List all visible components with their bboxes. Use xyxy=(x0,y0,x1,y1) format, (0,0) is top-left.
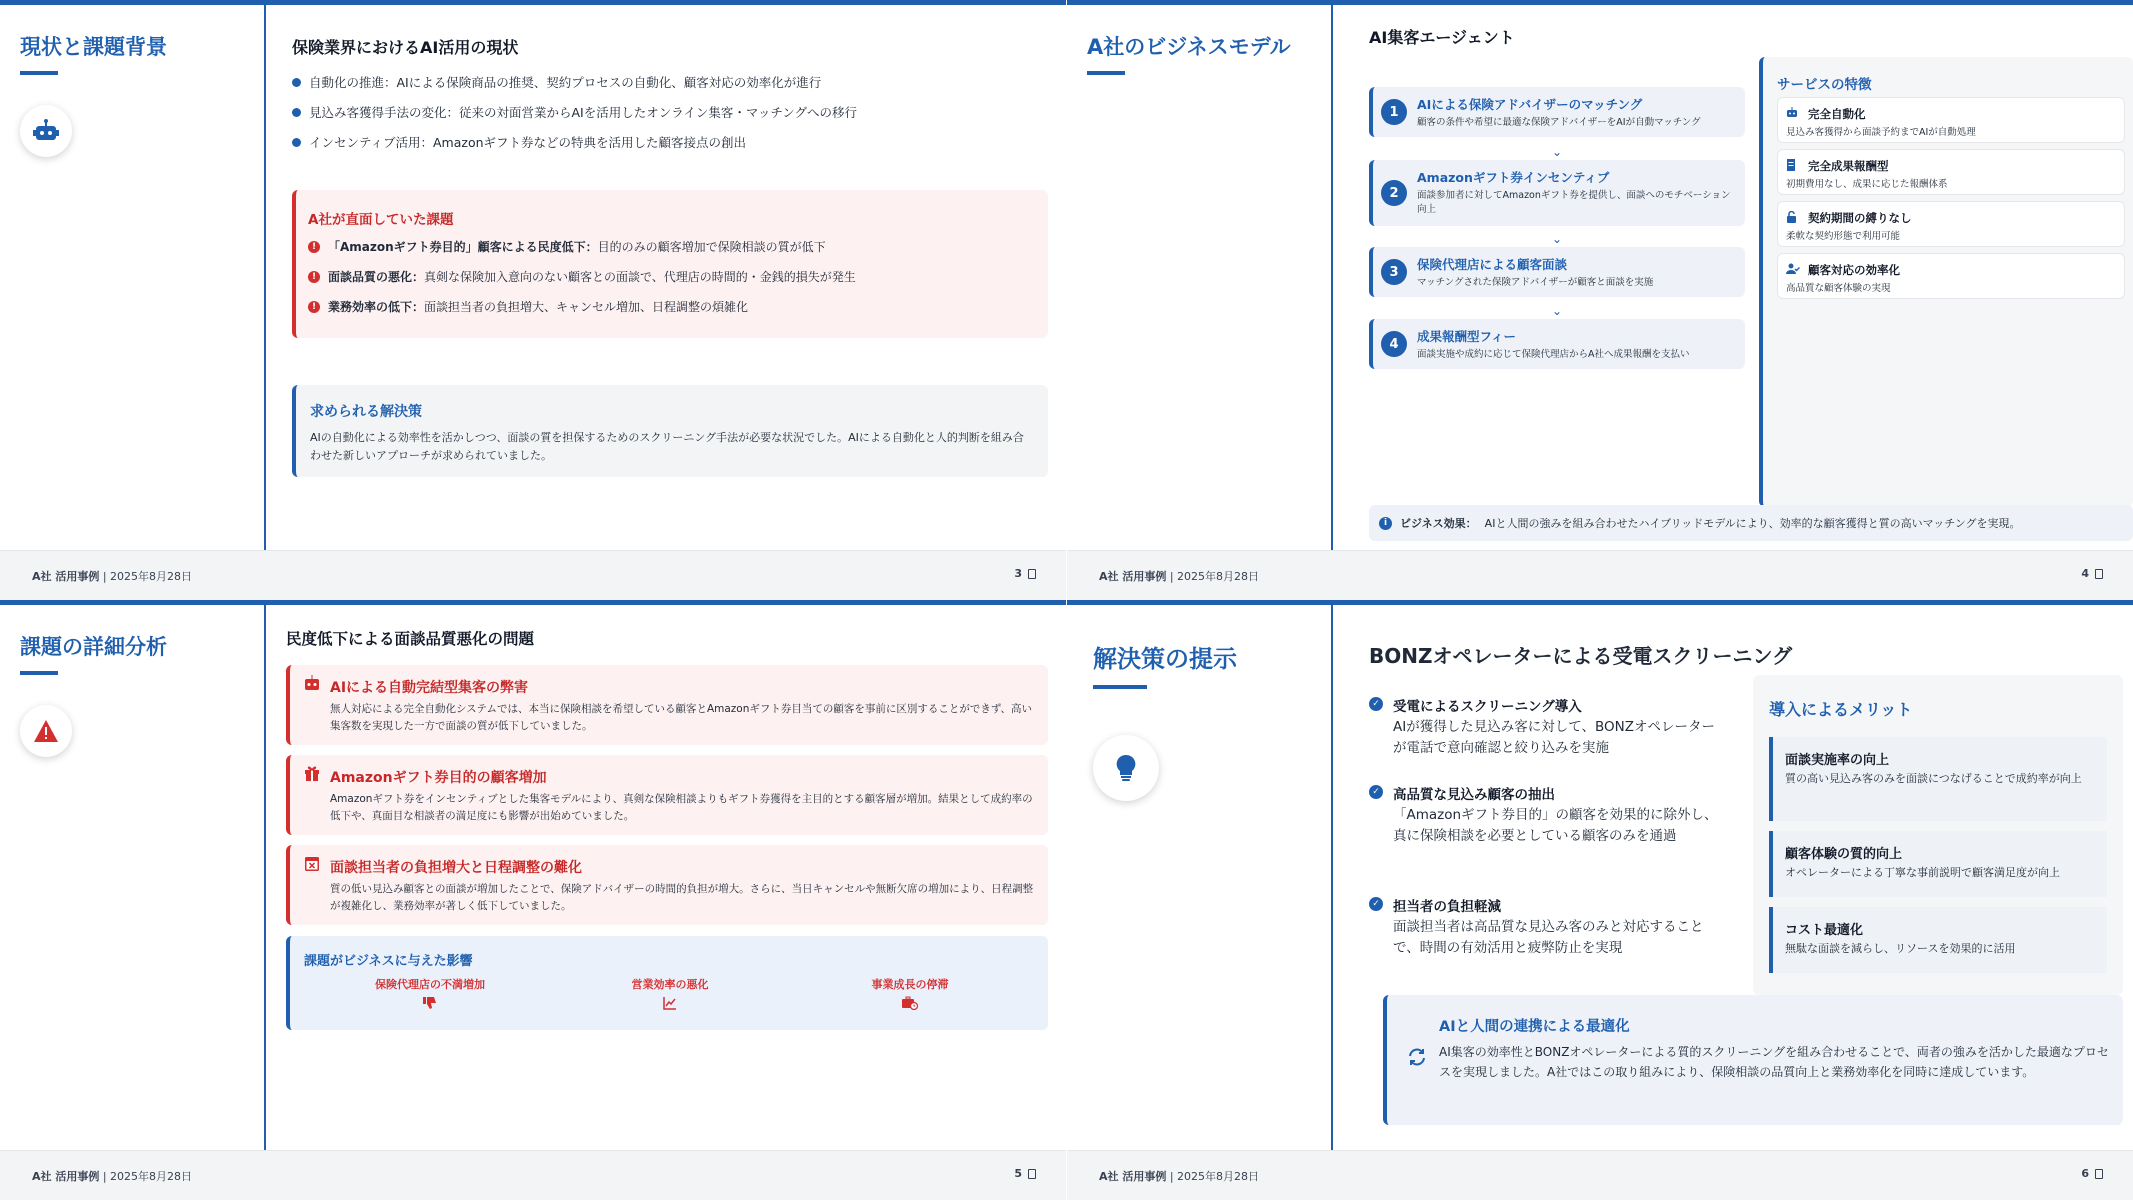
step-number: 3 xyxy=(1381,259,1407,285)
main-content xyxy=(286,5,1046,555)
bullet-dot xyxy=(292,78,301,87)
impact-item: 事業成長の停滞 xyxy=(810,976,1010,1014)
challenge-item: ! 「Amazonギフト券目的」顧客による民度低下：目的のみの顧客増加で保険相談の質が低下 xyxy=(308,238,826,255)
footer xyxy=(0,550,1066,600)
calendar-x-icon xyxy=(302,855,322,875)
feature-card xyxy=(1777,201,2125,247)
sidebar-title: 現状と課題背景 xyxy=(20,35,167,59)
feature-desc: 柔軟な契約形態で利用可能 xyxy=(1786,231,1901,242)
sidebar-title: A社のビジネスモデル xyxy=(1087,35,1291,59)
bullet-dot xyxy=(292,138,301,147)
exclamation-icon: ! xyxy=(308,241,320,253)
step-title: 保険代理店による顧客面談 xyxy=(1417,257,1568,272)
feature-title: 顧客対応の効率化 xyxy=(1808,263,1900,277)
merits-panel xyxy=(1753,675,2123,995)
footer xyxy=(0,1150,1066,1200)
solution-item xyxy=(1369,895,1729,985)
merit-title: コスト最適化 xyxy=(1785,923,1864,938)
footer-text: A社 活用事例 | 2025年8月28日 xyxy=(1099,1170,1260,1183)
document-icon xyxy=(2095,1169,2103,1179)
issue-desc: 質の低い見込み顧客との面談が増加したことで、保険アドバイザーの時間的負担が増大。さらに、当日キャンセルや無断欠席の増加により、日程調整が複雑化し、業務効率が著しく低下していました。 xyxy=(330,883,1034,912)
feature-desc: 高品質な顧客体験の実現 xyxy=(1786,283,1891,294)
page-heading: BONZオペレーターによる受電スクリーニング xyxy=(1369,644,1793,668)
merit-desc: 無駄な面談を減らし、リソースを効果的に活用 xyxy=(1785,942,2016,955)
step-card xyxy=(1369,87,1745,137)
title-underline xyxy=(20,71,58,75)
solution-item-desc: 面談担当者は高品質な見込み客のみと対応することで、時間の有効活用と疲弊防止を実現 xyxy=(1393,919,1704,956)
feature-card xyxy=(1777,253,2125,299)
robot-icon xyxy=(302,675,322,695)
slide-6 xyxy=(1067,600,2133,1200)
solution-item-title: 担当者の負担軽減 xyxy=(1393,899,1501,915)
robot-icon xyxy=(1786,107,1800,119)
slide-5 xyxy=(0,600,1066,1200)
merit-desc: オペレーターによる丁寧な事前説明で顧客満足度が向上 xyxy=(1785,866,2060,879)
footer xyxy=(1067,550,2133,600)
impact-item: 営業効率の悪化 xyxy=(570,976,770,1014)
step-number: 2 xyxy=(1381,180,1407,206)
issue-card xyxy=(286,845,1048,925)
check-circle-icon: ✓ xyxy=(1369,785,1383,799)
page-number: 5 xyxy=(1014,1167,1036,1180)
issue-title: Amazonギフト券目的の顧客増加 xyxy=(330,770,547,786)
solution-text: AIの自動化による効率性を活かしつつ、面談の質を担保するためのスクリーニング手法が必要な状況でした。AIによる自動化と人的判断を組み合わせた新しいアプローチが求められていました。 xyxy=(310,431,1024,462)
step-card xyxy=(1369,247,1745,297)
bullet-dot xyxy=(292,108,301,117)
robot-icon xyxy=(20,105,72,157)
page-heading: AI集客エージェント xyxy=(1369,28,1515,47)
merit-card xyxy=(1769,737,2107,821)
business-time-icon xyxy=(810,996,1010,1014)
document-icon xyxy=(1028,569,1036,579)
collaboration-title: AIと人間の連携による最適化 xyxy=(1439,1019,1630,1035)
exclamation-icon: ! xyxy=(308,271,320,283)
effect-text: AIと人間の強みを組み合わせたハイブリッドモデルにより、効率的な顧客獲得と質の高いマッチングを実現。 xyxy=(1484,517,2021,530)
bullet-item: インセンティブ活用：Amazonギフト券などの特典を活用した顧客接点の創出 xyxy=(292,133,746,151)
check-circle-icon: ✓ xyxy=(1369,897,1383,911)
footer-text: A社 活用事例 | 2025年8月28日 xyxy=(1099,570,1260,583)
feature-card xyxy=(1777,97,2125,143)
merit-title: 顧客体験の質的向上 xyxy=(1785,847,1903,862)
unlock-icon xyxy=(1786,211,1800,223)
document-icon xyxy=(2095,569,2103,579)
footer-text: A社 活用事例 | 2025年8月28日 xyxy=(32,570,193,583)
bullet-item: 見込み客獲得手法の変化：従来の対面営業からAIを活用したオンライン集客・マッチングへの移行 xyxy=(292,103,857,121)
info-icon: i xyxy=(1379,517,1392,530)
check-circle-icon: ✓ xyxy=(1369,697,1383,711)
step-card xyxy=(1369,160,1745,226)
sidebar xyxy=(1067,605,1333,1155)
solution-item-title: 受電によるスクリーニング導入 xyxy=(1393,699,1582,715)
title-underline xyxy=(20,671,58,675)
page-number: 6 xyxy=(2081,1167,2103,1180)
bullet-item: 自動化の推進：AIによる保険商品の推奨、契約プロセスの自動化、顧客対応の効率化が進行 xyxy=(292,73,821,91)
step-title: Amazonギフト券インセンティブ xyxy=(1417,170,1610,185)
impact-title: 課題がビジネスに与えた影響 xyxy=(304,954,473,969)
gift-icon xyxy=(302,765,322,785)
feature-title: 完全成果報酬型 xyxy=(1808,159,1889,173)
feature-card xyxy=(1777,149,2125,195)
step-desc: マッチングされた保険アドバイザーが顧客と面談を実施 xyxy=(1417,277,1654,288)
issue-title: 面談担当者の負担増大と日程調整の難化 xyxy=(330,860,582,876)
step-title: AIによる保険アドバイザーのマッチング xyxy=(1417,97,1643,112)
chart-line-icon xyxy=(570,996,770,1014)
challenges-title: A社が直面していた課題 xyxy=(308,212,454,228)
slide-4 xyxy=(1067,0,2133,600)
feature-title: 契約期間の縛りなし xyxy=(1808,211,1912,225)
issue-desc: Amazonギフト券をインセンティブとした集客モデルにより、真剣な保険相談よりもギフト券獲得を主目的とする顧客層が増加。結果として成約率の低下や、真面目な相談者の満足度にも影響が出始めていました。 xyxy=(330,793,1033,822)
warning-icon xyxy=(20,705,72,757)
document-icon xyxy=(1028,1169,1036,1179)
challenge-item: ! 面談品質の悪化：真剣な保険加入意向のない顧客との面談で、代理店の時間的・金銭的損失が発生 xyxy=(308,268,856,285)
sidebar-title: 解決策の提示 xyxy=(1093,645,1237,673)
impact-box xyxy=(286,936,1048,1030)
step-desc: 面談参加者に対してAmazonギフト券を提供し、面談へのモチベーション向上 xyxy=(1417,190,1731,215)
merit-desc: 質の高い見込み客のみを面談につなげることで成約率が向上 xyxy=(1785,772,2082,785)
chevron-down-icon: ⌄ xyxy=(1551,145,1563,159)
exclamation-icon: ! xyxy=(308,301,320,313)
sidebar-title: 課題の詳細分析 xyxy=(20,635,167,659)
solution-item xyxy=(1369,695,1729,785)
collaboration-box xyxy=(1383,995,2123,1125)
merit-title: 面談実施率の向上 xyxy=(1785,753,1890,768)
features-panel xyxy=(1759,57,2133,507)
business-effect-bar xyxy=(1369,505,2133,541)
page-number: 3 xyxy=(1014,567,1036,580)
issue-desc: 無人対応による完全自動化システムでは、本当に保険相談を希望している顧客とAmazonギフト券目当ての顧客を事前に区別することができず、高い集客数を実現した一方で面談の質が低下していました。 xyxy=(330,703,1033,732)
receipt-icon xyxy=(1786,159,1800,171)
lightbulb-icon xyxy=(1093,735,1159,801)
merit-card xyxy=(1769,831,2107,897)
main-content xyxy=(286,605,1046,1155)
issue-card xyxy=(286,665,1048,745)
sidebar xyxy=(1067,5,1333,555)
footer-text: A社 活用事例 | 2025年8月28日 xyxy=(32,1170,193,1183)
page-number: 4 xyxy=(2081,567,2103,580)
effect-label: ビジネス効果： xyxy=(1400,517,1477,530)
main-content xyxy=(1353,5,2113,555)
feature-title: 完全自動化 xyxy=(1808,107,1866,121)
page-heading: 民度低下による面談品質悪化の問題 xyxy=(286,630,535,648)
challenges-box xyxy=(292,190,1048,338)
feature-desc: 初期費用なし、成果に応じた報酬体系 xyxy=(1786,179,1948,190)
title-underline xyxy=(1093,685,1147,689)
solution-item xyxy=(1369,783,1729,893)
sidebar xyxy=(0,5,266,555)
chevron-down-icon: ⌄ xyxy=(1551,232,1563,246)
sidebar xyxy=(0,605,266,1155)
step-desc: 面談実施や成約に応じて保険代理店からA社へ成果報酬を支払い xyxy=(1417,349,1690,360)
merit-card xyxy=(1769,907,2107,973)
title-underline xyxy=(1087,71,1125,75)
page-heading: 保険業界におけるAI活用の現状 xyxy=(292,38,519,57)
thumbs-down-icon xyxy=(330,996,530,1014)
issue-card xyxy=(286,755,1048,835)
step-title: 成果報酬型フィー xyxy=(1417,329,1517,344)
footer xyxy=(1067,1150,2133,1200)
solution-item-desc: AIが獲得した見込み客に対して、BONZオペレーターが電話で意向確認と絞り込みを実施 xyxy=(1393,719,1715,756)
merits-title: 導入によるメリット xyxy=(1769,700,1913,719)
chevron-down-icon: ⌄ xyxy=(1551,304,1563,318)
issue-title: AIによる自動完結型集客の弊害 xyxy=(330,680,529,696)
step-card xyxy=(1369,319,1745,369)
solution-title: 求められる解決策 xyxy=(310,404,422,420)
sync-icon xyxy=(1407,1047,1427,1072)
impact-item: 保険代理店の不満増加 xyxy=(330,976,530,1014)
user-check-icon xyxy=(1786,263,1800,275)
solution-item-desc: 「Amazonギフト券目的」の顧客を効果的に除外し、真に保険相談を必要としている顧客のみを通過 xyxy=(1393,807,1718,844)
solution-box xyxy=(292,385,1048,477)
main-content xyxy=(1353,605,2113,1155)
step-number: 1 xyxy=(1381,99,1407,125)
step-number: 4 xyxy=(1381,331,1407,357)
solution-item-title: 高品質な見込み顧客の抽出 xyxy=(1393,787,1555,803)
step-desc: 顧客の条件や希望に最適な保険アドバイザーをAIが自動マッチング xyxy=(1417,117,1701,128)
challenge-item: ! 業務効率の低下：面談担当者の負担増大、キャンセル増加、日程調整の煩雑化 xyxy=(308,298,748,315)
collaboration-text: AI集客の効率性とBONZオペレーターによる質的スクリーニングを組み合わせることで、両者の強みを活かした最適なプロセスを実現しました。A社ではこの取り組みにより、保険相談の品質向上と業務効率化を同時に達成しています。 xyxy=(1439,1045,2109,1079)
slide-3 xyxy=(0,0,1066,600)
features-title: サービスの特徴 xyxy=(1777,77,1872,93)
feature-desc: 見込み客獲得から面談予約までAIが自動処理 xyxy=(1786,127,1976,138)
